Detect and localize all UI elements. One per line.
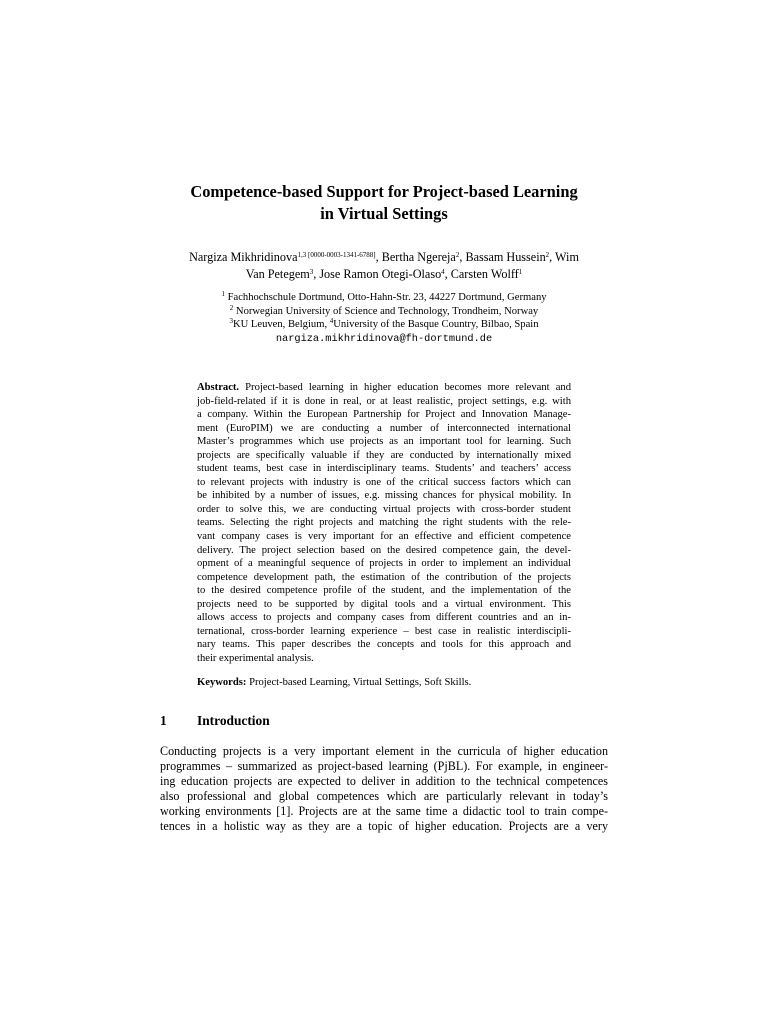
keywords-label: Keywords: [197, 677, 247, 688]
abstract-line: Master’s programmes which use projects as an important tool for learning. Such [197, 436, 571, 448]
abstract-line: to relevant projects with industry is one of the critical success factors which can [197, 476, 571, 488]
affiliation-list [150, 291, 618, 346]
author-name: , Bassam Hussein [459, 250, 546, 264]
abstract-line: delivery. The project selection based on the desired competence gain, the devel- [197, 544, 571, 556]
abstract-line: ternational, cross-border learning experience – best case in realistic interdiscipli- [197, 625, 571, 637]
abstract-line: a company. Within the European Partnership for Project and Innovation Manage- [197, 409, 571, 421]
author-affiliation-mark: 2 [455, 251, 460, 259]
section-heading [160, 712, 608, 730]
body-line: also professional and global competences which are particularly relevant in today’s [160, 789, 608, 804]
abstract-line: ment (EuroPIM) we are conducting a number of interconnected international [197, 422, 571, 434]
author-affiliation-mark: 1 [518, 268, 523, 276]
affiliation-text: KU Leuven, Belgium, [232, 319, 330, 330]
abstract-line: opment of a meaningful sequence of projects in order to implement an individual [197, 558, 571, 570]
author-affiliation-mark: 4 [441, 268, 445, 276]
author-name: , Jose Ramon Otegi-Olaso [313, 267, 442, 281]
abstract [197, 381, 571, 665]
section-title: Introduction [197, 713, 270, 728]
abstract-line: projects need to be supported by digital tools and a virtual environment. This [197, 598, 571, 610]
email-line [150, 332, 618, 347]
title-line-2: in Virtual Settings [320, 204, 448, 223]
affiliation-1 [150, 291, 618, 305]
title-line-1: Competence-based Support for Project-based Learning [190, 182, 578, 201]
abstract-line: to the desired competence profile of the student, and the implementation of the [197, 585, 571, 597]
author-name: , Wim [549, 250, 579, 264]
affiliation-text: University of the Basque Country, Bilbao, Spain [333, 319, 539, 330]
author-name: , Carsten Wolff [444, 267, 519, 281]
affiliation-text: Fachhochschule Dortmund, Otto-Hahn-Str. 23, 44227 Dortmund, Germany [224, 292, 547, 303]
body-line: ing education projects are expected to deliver in addition to the technical competences [160, 774, 608, 789]
keywords [197, 676, 571, 690]
body-line: Conducting projects is a very important element in the curricula of higher education [160, 744, 608, 758]
author-affiliation-mark: 3 [309, 268, 314, 276]
abstract-line: their experimental analysis. [197, 652, 314, 664]
author-name: Van Petegem [245, 267, 310, 281]
affiliation-mark: 3 [229, 317, 233, 325]
body-line: working environments [1]. Projects are at the same time a didactic tool to train compe- [160, 804, 608, 819]
abstract-line: vant company cases is very important for an effective and efficient competence [197, 531, 571, 543]
author-list [150, 249, 618, 283]
affiliation-mark: 1 [221, 290, 225, 298]
introduction-text [160, 744, 608, 835]
abstract-line: allows access to projects and company cases from different countries and an in- [197, 612, 571, 624]
abstract-line-text: Project-based learning in higher education becomes more relevant and [239, 382, 571, 393]
abstract-line: order to solve this, we are conducting virtual projects with cross-border student [197, 503, 571, 515]
affiliation-2 [150, 305, 618, 319]
abstract-line: be inhibited by a number of issues, e.g. missing chances for physical mobility. In [197, 490, 571, 502]
affiliation-text: Norwegian University of Science and Technology, Trondheim, Norway [233, 305, 539, 317]
author-name: , Bertha Ngereja [375, 250, 456, 264]
paper-title [120, 181, 648, 225]
affiliation-mark: 2 [229, 303, 234, 312]
body-line: programmes – summarized as project-based learning (PjBL). For example, in engineer- [160, 759, 608, 774]
keywords-text: Project-based Learning, Virtual Settings, Soft Skills. [246, 677, 472, 688]
abstract-line: projects are specifically valuable if they are conducted by internationally mixed [197, 449, 571, 461]
author-email: nargiza.mikhridinova@fh-dortmund.de [275, 332, 493, 345]
abstract-line: competence development path, the estimation of the contribution of the projects [197, 571, 571, 583]
body-line: tences in a holistic way as they are a topic of higher education. Projects are a very [160, 819, 608, 834]
author-name: Nargiza Mikhridinova [189, 250, 298, 264]
section-number: 1 [160, 713, 167, 728]
abstract-label: Abstract. [197, 382, 240, 393]
affiliation-mark: 4 [329, 317, 334, 325]
abstract-line: job-field-related if it is done in real, or at least realistic, project settings, e.g. with [197, 395, 571, 407]
abstract-line: nary teams. This paper describes the concepts and tools for this approach and [197, 639, 571, 651]
author-affiliation-mark: 2 [545, 251, 550, 259]
affiliation-3 [150, 318, 618, 332]
abstract-line: teams. Selecting the right projects and matching the right students with the rele- [197, 517, 571, 529]
author-affiliation-mark: 1,3 [0000-0003-1341-6788] [297, 251, 376, 259]
abstract-line [197, 381, 571, 395]
author-line-2 [150, 266, 618, 283]
abstract-line: student teams, best case in interdisciplinary teams. Students’ and teachers’ access [197, 463, 571, 475]
author-line-1 [150, 249, 618, 266]
